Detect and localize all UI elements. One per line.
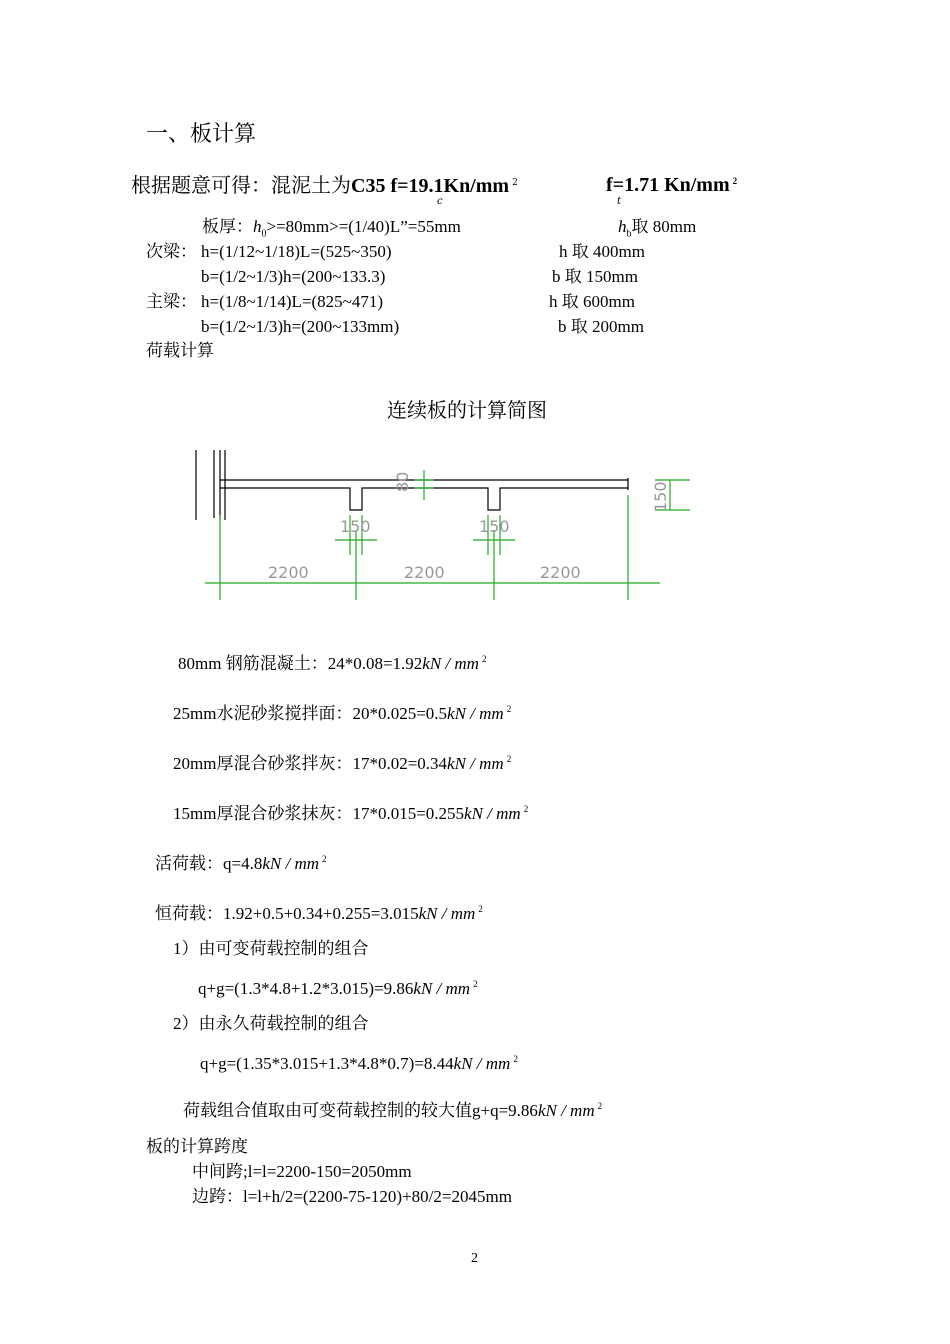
slab-take (618, 218, 696, 239)
load-unit: kN / mm (262, 854, 320, 873)
combo2-title: 2）由永久荷载控制的组合 (173, 1014, 369, 1033)
fc-subscript: c (437, 196, 443, 207)
load-mixed-mortar-20 (173, 755, 511, 772)
secondary-beam-b-take: b 取 150mm (552, 267, 638, 286)
ft-label: f (606, 174, 613, 196)
fc-label: C35 f (351, 175, 398, 197)
main-beam-b: b=(1/2~1/3)h=(200~133mm) (201, 317, 400, 336)
main-beam-h: h=(1/8~1/14)L=(825~471) (201, 292, 384, 311)
load-concrete (178, 655, 486, 672)
load-unit: kN / mm (447, 704, 504, 723)
ft-subscript: t (617, 196, 622, 207)
load-unit: kN / mm (422, 654, 479, 673)
load-mixed-mortar-15 (173, 805, 528, 822)
secondary-beam-label: 次梁： (146, 242, 197, 261)
load-cement-mortar (173, 705, 511, 722)
live-load-text: 活荷载：q=4.8 (155, 854, 263, 873)
span-mid: 中间跨;l=l=2200-150=2050mm (192, 1162, 412, 1181)
beam-width-label-1: 150 (340, 517, 371, 536)
fc-exponent: 2 (512, 178, 518, 188)
continuous-slab-diagram (190, 440, 710, 620)
slab-take-value: 取 80mm (631, 217, 697, 236)
load-unit: kN / mm (413, 979, 471, 998)
span-edge: 边跨：l=l+h/2=(2200-75-120)+80/2=2045mm (192, 1187, 512, 1206)
diagram-title: 连续板的计算简图 (387, 398, 547, 422)
secondary-beam-b: b=(1/2~1/3)h=(200~133.3) (201, 267, 386, 286)
load-exp: 2 (473, 979, 478, 989)
ft-group (606, 175, 737, 195)
load-exp: 2 (513, 1054, 518, 1064)
load-exp: 2 (481, 654, 487, 664)
combo1 (198, 980, 478, 997)
slab-expr: >=80mm>=(1/40)L”=55mm (266, 217, 461, 236)
load-unit: kN / mm (453, 1054, 511, 1073)
load-exp: 2 (523, 804, 529, 814)
secondary-beam-h: h=(1/12~1/18)L=(525~350) (201, 242, 392, 261)
load-exp: 2 (506, 754, 512, 764)
load-exp: 2 (506, 704, 512, 714)
ft-value: =1.71 Kn/mm (612, 174, 730, 196)
slab-label: 板厚： (202, 217, 253, 236)
span-label-3: 2200 (540, 563, 581, 582)
slab-h-sub: 0 (261, 228, 267, 240)
ft-exponent: 2 (732, 176, 738, 186)
main-beam-label: 主梁： (146, 292, 197, 311)
slab-hb: h (618, 217, 627, 236)
load-mixed15-text: 15mm厚混合砂浆抹灰：17*0.015=0.255 (173, 804, 465, 823)
slab-h: h (253, 217, 262, 236)
span-calc-title: 板的计算跨度 (146, 1137, 248, 1156)
combo2 (200, 1055, 518, 1072)
load-cement-text: 25mm水泥砂浆搅拌面：20*0.025=0.5 (173, 704, 448, 723)
section-heading: 一、板计算 (146, 122, 257, 147)
page-number: 2 (471, 1251, 478, 1266)
beam-width-label-2: 150 (479, 517, 510, 536)
load-unit: kN / mm (418, 904, 476, 923)
combo1-text: q+g=(1.3*4.8+1.2*3.015)=9.86 (198, 979, 414, 998)
slab-hb-sub: b (626, 228, 632, 240)
live-load (155, 855, 327, 872)
load-calc-title: 荷载计算 (146, 341, 214, 361)
fc-value: =19.1Kn/mm (397, 175, 510, 197)
beam-depth-label: 150 (651, 481, 670, 512)
dead-load (155, 905, 483, 922)
slab-thickness-label: 80 (393, 471, 412, 492)
load-exp: 2 (597, 1101, 603, 1111)
combo2-text: q+g=(1.35*3.015+1.3*4.8*0.7)=8.44 (200, 1054, 454, 1073)
load-concrete-text: 80mm 钢筋混凝土：24*0.08=1.92 (178, 654, 423, 673)
span-label-2: 2200 (404, 563, 445, 582)
main-beam-b-take: b 取 200mm (558, 317, 644, 336)
slab-thickness-line (202, 218, 461, 239)
intro-line (131, 175, 518, 196)
intro-prefix: 根据题意可得：混泥土为 (131, 173, 351, 197)
load-unit: kN / mm (447, 754, 504, 773)
final-text: 荷载组合值取由可变荷载控制的较大值g+q=9.86 (183, 1101, 538, 1120)
load-exp: 2 (322, 854, 327, 864)
secondary-beam-h-take: h 取 400mm (559, 242, 645, 261)
dead-load-text: 恒荷载：1.92+0.5+0.34+0.255=3.015 (155, 904, 419, 923)
load-exp: 2 (478, 904, 483, 914)
load-unit: kN / mm (464, 804, 521, 823)
main-beam-h-take: h 取 600mm (549, 292, 635, 311)
load-mixed20-text: 20mm厚混合砂浆拌灰：17*0.02=0.34 (173, 754, 448, 773)
load-unit: kN / mm (537, 1101, 595, 1120)
final-combination (183, 1102, 602, 1119)
combo1-title: 1）由可变荷载控制的组合 (173, 939, 369, 958)
span-label-1: 2200 (268, 563, 309, 582)
